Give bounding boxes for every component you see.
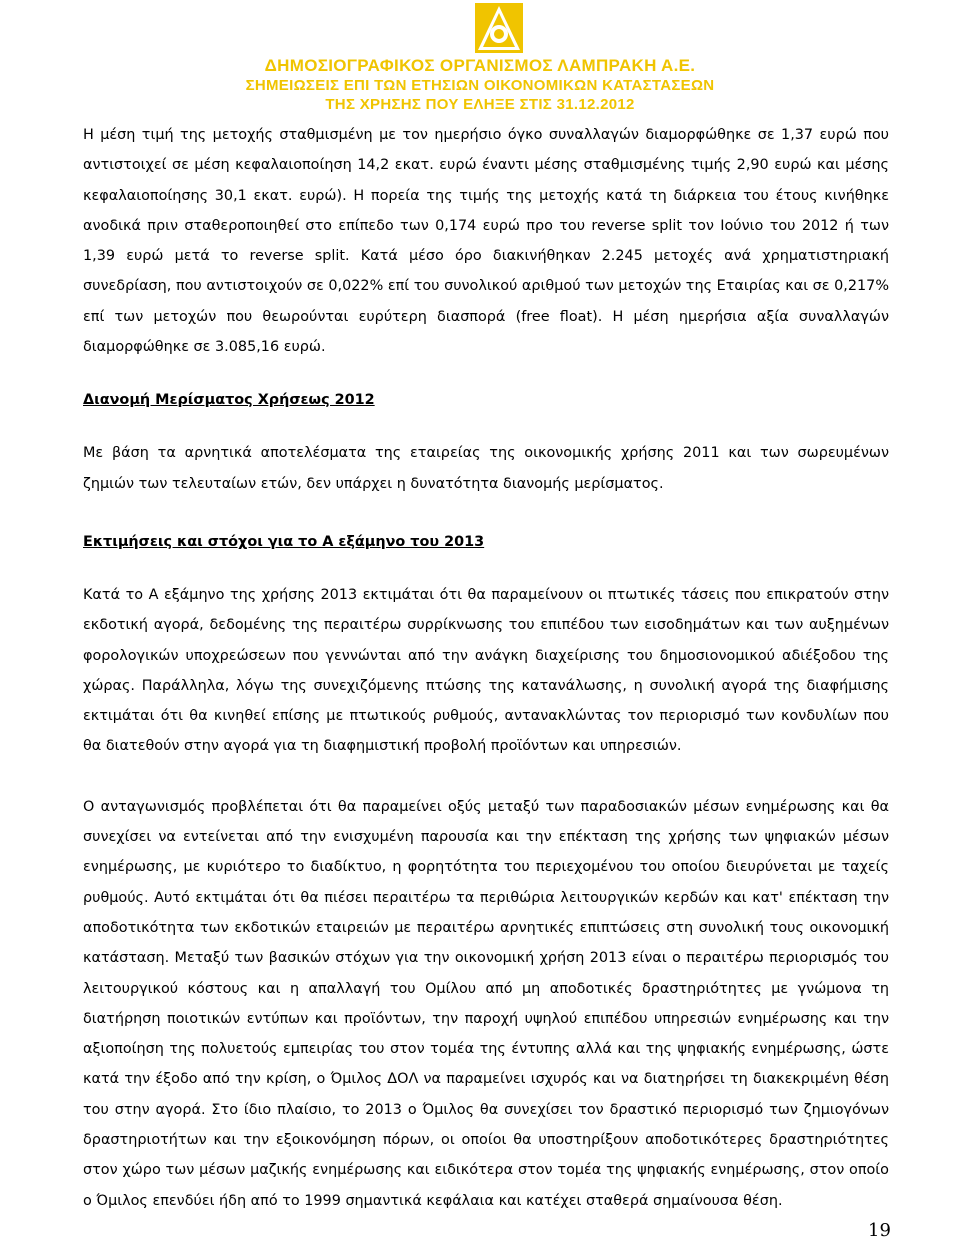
dividend-heading: Διανομή Μερίσματος Χρήσεως 2012 xyxy=(83,392,375,409)
outlook-paragraph-1: Κατά το Α εξάμηνο της χρήσης 2013 εκτιμάται ότι θα παραμείνουν οι πτωτικές τάσεις που επικρατούν στην εκδοτική αγορά, δεδομένης της περαιτέρω συρρίκνωσης του επιπέδου των εισοδημάτων και των αυξημένων φορολογικών υποχρεώσεων που γεννώνται από την ανάγκη διαχείρισης του δημοσιονομικού αδιέξοδου της χώρας. Παράλληλα, λόγω της συνεχιζόμενης πτώσης της κατανάλωσης, η συνολική αγορά της διαφήμισης εκτιμάται ότι θα κινηθεί επίσης με πτωτικούς ρυθμούς, αντανακλώντας τον περιορισμό των κονδυλίων που θα διατεθούν στην αγορά για τη διαφημιστική προβολή προϊόντων και υπηρεσιών. xyxy=(83,586,889,755)
page-number: 19 xyxy=(868,1220,891,1241)
company-logo-icon xyxy=(474,2,524,54)
page-header xyxy=(0,0,960,118)
header-notes-title: ΣΗΜΕΙΩΣΕΙΣ ΕΠΙ ΤΩΝ ΕΤΗΣΙΩΝ ΟΙΚΟΝΟΜΙΚΩΝ ΚΑΤΑΣΤΑΣΕΩΝ xyxy=(245,77,715,94)
document-body xyxy=(83,120,889,1216)
share-price-paragraph: Η μέση τιμή της μετοχής σταθμισμένη με τον ημερήσιο όγκο συναλλαγών διαμορφώθηκε σε 1,37 ευρώ που αντιστοιχεί σε μέση κεφαλαιοποίηση 14,2 εκατ. ευρώ έναντι μέσης σταθμισμένης τιμής 2,90 ευρώ και μέσης κεφαλαιοποίησης 30,1 εκατ. ευρώ). Η πορεία της τιμής της μετοχής κατά τη διάρκεια του έτους κινήθηκε ανοδικά πριν σταθεροποιηθεί στο επίπεδο των 0,174 ευρώ προ του reverse split τον Ιούνιο του 2012 ή των 1,39 ευρώ μετά το reverse split. Κατά μέσο όρο διακινήθηκαν 2.245 μετοχές ανά χρηματιστηριακή συνεδρίαση, που αντιστοιχούν σε 0,022% επί του συνολικού αριθμού των μετοχών της Εταιρίας και σε 0,217% επί των μετοχών που θεωρούνται ευρύτερη διασπορά (free float). Η μέση ημερήσια αξία συναλλαγών διαμορφώθηκε σε 3.085,16 ευρώ. xyxy=(83,127,889,356)
header-company-name: ΔΗΜΟΣΙΟΓΡΑΦΙΚΟΣ ΟΡΓΑΝΙΣΜΟΣ ΛΑΜΠΡΑΚΗ Α.Ε. xyxy=(264,56,696,75)
dividend-paragraph: Με βάση τα αρνητικά αποτελέσματα της εταιρείας της οικονομικής χρήσης 2011 και των σωρευμένων ζημιών των τελευταίων ετών, δεν υπάρχει η δυνατότητα διανομής μερίσματος. xyxy=(83,445,889,492)
header-fiscal-year: ΤΗΣ ΧΡΗΣΗΣ ΠΟΥ ΕΛΗΞΕ ΣΤΙΣ 31.12.2012 xyxy=(325,96,635,113)
outlook-paragraph-2: Ο ανταγωνισμός προβλέπεται ότι θα παραμείνει οξύς μεταξύ των παραδοσιακών μέσων ενημέρωσης και θα συνεχίσει να εντείνεται από την ενισχυμένη παρουσία και την επέκταση της χρήσης των ψηφιακών μέσων ενημέρωσης, με κυριότερο το διαδίκτυο, η φορητότητα του περιεχομένου του οποίου διευρύνεται με ταχείς ρυθμούς. Αυτό εκτιμάται ότι θα πιέσει περαιτέρω τα περιθώρια λειτουργικών κερδών και κατ' επέκταση την αποδοτικότητα των εκδοτικών εταιρειών με περαιτέρω αρνητικές επιπτώσεις στη συνολική τους οικονομική κατάσταση. Μεταξύ των βασικών στόχων για την οικονομική χρήση 2013 είναι ο περαιτέρω περιορισμός του λειτουργικού κόστους και η απαλλαγή του Ομίλου από μη αποδοτικές δραστηριότητες με γνώμονα τη διατήρηση ποιοτικών εντύπων και προϊόντων, την παροχή υψηλού επιπέδου υπηρεσιών ενημέρωσης και την αξιοποίηση της πολυετούς εμπειρίας του στον τομέα της έντυπης αλλά και της ψηφιακής ενημέρωσης, ώστε κατά την έξοδο από την κρίση, ο Όμιλος ΔΟΛ να παραμείνει ισχυρός και να διατηρήσει τη διακεκριμένη θέση του στην αγορά. Στο ίδιο πλαίσιο, το 2013 ο Όμιλος θα συνεχίσει τον δραστικό περιορισμό των ζημιογόνων δραστηριοτήτων και την εξοικονόμηση πόρων, οι οποίοι θα υποστηρίξουν αποδοτικότερες δραστηριότητες στον χώρο των μέσων μαζικής ενημέρωσης και ειδικότερα στον τομέα της ψηφιακής ενημέρωσης, στον οποίο ο Όμιλος επενδύει ήδη από το 1999 σημαντικά κεφάλαια και κατέχει σταθερά σημαίνουσα θέση. xyxy=(83,798,889,1209)
outlook-heading: Εκτιμήσεις και στόχοι για το Α εξάμηνο του 2013 xyxy=(83,533,485,550)
